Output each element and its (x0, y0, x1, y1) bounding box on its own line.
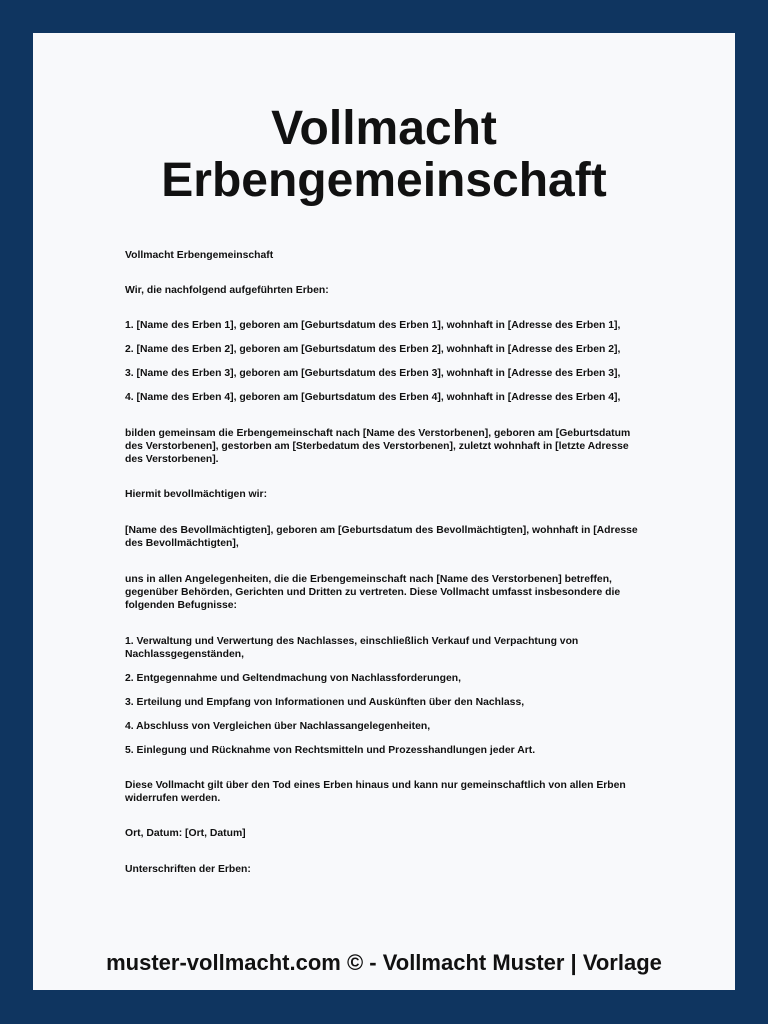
document-title (33, 103, 735, 207)
document-page (33, 33, 735, 990)
power-item: 2. Entgegennahme und Geltendmachung von Nachlassforderungen, (125, 673, 462, 684)
community-paragraph: bilden gemeinsam die Erbengemeinschaft nach [Name des Verstorbenen], geboren am [Geburtsdatum des Verstorbenen], gestorben am [Sterbedatum des Verstorbenen], zuletzt wohnhaft in [letzte Adresse des Verstorbenen]. (125, 428, 631, 465)
place-date-line: Ort, Datum: [Ort, Datum] (125, 828, 246, 839)
power-item: 5. Einlegung und Rücknahme von Rechtsmitteln und Prozesshandlungen jeder Art. (125, 745, 536, 756)
authorize-paragraph: Hiermit bevollmächtigen wir: (125, 489, 268, 500)
heir-item: 1. [Name des Erben 1], geboren am [Geburtsdatum des Erben 1], wohnhaft in [Adresse des Erben 1], (125, 320, 621, 331)
power-item: 3. Erteilung und Empfang von Informationen und Auskünften über den Nachlass, (125, 697, 525, 708)
agent-paragraph: [Name des Bevollmächtigten], geboren am [Geburtsdatum des Bevollmächtigten], wohnhaft in [Adresse des Bevollmächtigten], (125, 525, 638, 549)
power-item: 4. Abschluss von Vergleichen über Nachlassangelegenheiten, (125, 721, 431, 732)
document-body (125, 249, 645, 876)
title-line-1: Vollmacht (271, 102, 497, 155)
intro-paragraph: Wir, die nachfolgend aufgeführten Erben: (125, 285, 329, 296)
validity-paragraph: Diese Vollmacht gilt über den Tod eines Erben hinaus und kann nur gemeinschaftlich von allen Erben widerrufen werden. (125, 780, 626, 804)
site-footer-caption: muster-vollmacht.com © - Vollmacht Muster | Vorlage (106, 950, 662, 975)
heir-item: 3. [Name des Erben 3], geboren am [Geburtsdatum des Erben 3], wohnhaft in [Adresse des Erben 3], (125, 368, 621, 379)
power-item: 1. Verwaltung und Verwertung des Nachlasses, einschließlich Verkauf und Verpachtung von Nachlassgegenständen, (125, 636, 579, 660)
heir-item: 4. [Name des Erben 4], geboren am [Geburtsdatum des Erben 4], wohnhaft in [Adresse des Erben 4], (125, 392, 621, 403)
signatures-label: Unterschriften der Erben: (125, 864, 251, 875)
scope-paragraph: uns in allen Angelegenheiten, die die Erbengemeinschaft nach [Name des Verstorbenen] betreffen, gegenüber Behörden, Gerichten und Dritten zu vertreten. Diese Vollmacht umfasst insbesondere die folgenden Befugnisse: (125, 574, 621, 611)
title-line-2: Erbengemeinschaft (161, 154, 607, 207)
heir-item: 2. [Name des Erben 2], geboren am [Geburtsdatum des Erben 2], wohnhaft in [Adresse des Erben 2], (125, 344, 621, 355)
document-heading: Vollmacht Erbengemeinschaft (125, 250, 274, 261)
